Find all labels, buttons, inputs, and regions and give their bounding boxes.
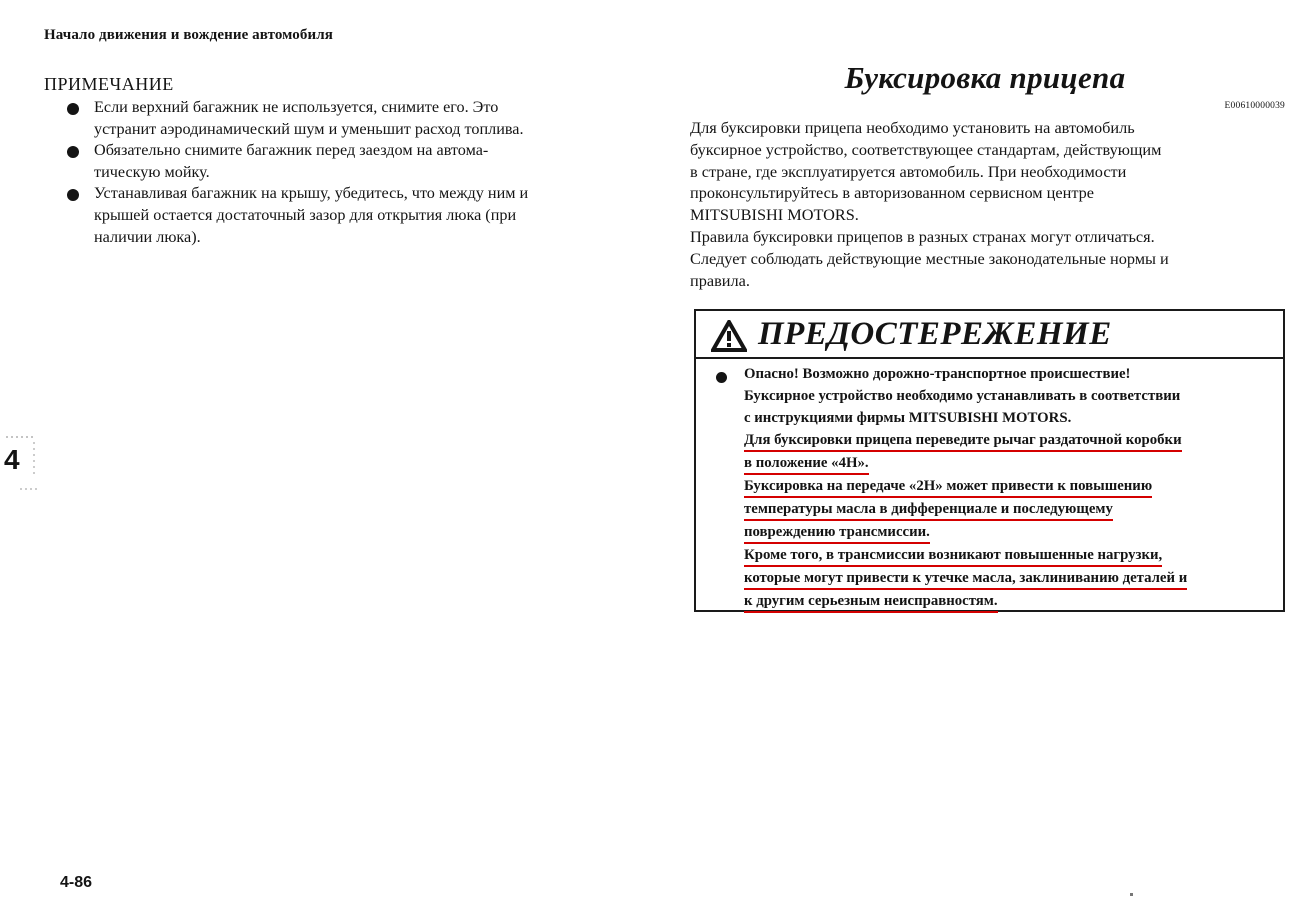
- section-header: Начало движения и вождение автомобиля: [44, 27, 333, 43]
- note-item-line: Обязательно снимите багажник перед заездом на автома-: [94, 141, 489, 160]
- text-line: в стране, где эксплуатируется автомобиль. При необходимости: [690, 161, 1127, 181]
- bullet-icon: [67, 103, 79, 115]
- page-number: 4-86: [60, 874, 93, 891]
- warning-line: [744, 385, 1284, 407]
- towing-body-text: [690, 117, 1290, 291]
- warning-line-underlined: [744, 590, 1284, 613]
- warning-box: [694, 309, 1285, 612]
- scan-artifact: [1130, 893, 1133, 896]
- note-title: ПРИМЕЧАНИЕ: [44, 74, 174, 94]
- warning-line-text: повреждению трансмиссии.: [744, 523, 930, 544]
- note-item-line: тическую мойку.: [94, 162, 210, 181]
- text-line: MITSUBISHI MOTORS.: [690, 205, 859, 225]
- section-title: Буксировка прицепа: [844, 60, 1126, 95]
- note-list: [44, 97, 644, 248]
- note-item: [44, 97, 644, 140]
- note-item-line: Устанавливая багажник на крышу, убедитесь, что между ним и: [94, 184, 529, 203]
- warning-line-text: которые могут привести к утечке масла, заклиниванию деталей и: [744, 569, 1187, 590]
- warning-line-text: к другим серьезным неисправностям.: [744, 592, 998, 613]
- warning-line-text: температуры масла в дифференциале и последующему: [744, 500, 1113, 521]
- warning-line-text: с инструкциями фирмы MITSUBISHI MOTORS.: [744, 410, 1072, 426]
- warning-line-text: Для буксировки прицепа переведите рычаг раздаточной коробки: [744, 431, 1182, 452]
- warning-triangle-icon: [711, 320, 747, 352]
- bullet-icon: [67, 146, 79, 158]
- text-line: Следует соблюдать действующие местные законодательные нормы и: [690, 248, 1169, 268]
- note-item: [44, 140, 644, 183]
- note-item-line: устранит аэродинамический шум и уменьшит расход топлива.: [94, 119, 524, 138]
- text-line: Правила буксировки прицепов в разных странах могут отличаться.: [690, 226, 1155, 246]
- note-block: [44, 73, 644, 248]
- warning-line-text: Кроме того, в трансмиссии возникают повышенные нагрузки,: [744, 546, 1162, 567]
- warning-line-underlined: [744, 521, 1284, 544]
- warning-text: [744, 363, 1284, 613]
- bullet-icon: [67, 189, 79, 201]
- text-line: буксирное устройство, соответствующее стандартам, действующим: [690, 139, 1162, 159]
- towing-paragraph-2: [690, 226, 1290, 291]
- chapter-tab-number: 4: [4, 444, 20, 475]
- text-line: проконсультируйтесь в авторизованном сервисном центре: [690, 183, 1095, 203]
- warning-line-text: в положение «4Н».: [744, 454, 869, 475]
- warning-line-text: Буксировка на передаче «2Н» может привести к повышению: [744, 477, 1152, 498]
- warning-line-underlined: [744, 567, 1284, 590]
- note-item: [44, 183, 644, 248]
- note-item-line: Если верхний багажник не используется, снимите его. Это: [94, 98, 499, 116]
- document-code: E00610000039: [1224, 101, 1285, 111]
- warning-line-underlined: [744, 475, 1284, 498]
- warning-header: [696, 311, 1283, 359]
- note-item-line: наличии люка).: [94, 227, 201, 246]
- warning-line-underlined: [744, 498, 1284, 521]
- note-item-line: крышей остается достаточный зазор для открытия люка (при: [94, 205, 517, 224]
- text-line: Для буксировки прицепа необходимо установить на автомобиль: [690, 118, 1135, 137]
- warning-line-text: Буксирное устройство необходимо устанавливать в соответствии: [744, 388, 1181, 404]
- warning-line-text: Опасно! Возможно дорожно-транспортное происшествие!: [744, 366, 1131, 382]
- text-line: правила.: [690, 270, 750, 290]
- warning-title: ПРЕДОСТЕРЕЖЕНИЕ: [758, 316, 1112, 352]
- warning-line-underlined: [744, 429, 1284, 452]
- warning-line: [744, 363, 1284, 385]
- towing-paragraph-1: [690, 117, 1290, 226]
- warning-line-underlined: [744, 452, 1284, 475]
- warning-line-underlined: [744, 544, 1284, 567]
- warning-line: [744, 407, 1284, 429]
- bullet-icon: [716, 372, 727, 383]
